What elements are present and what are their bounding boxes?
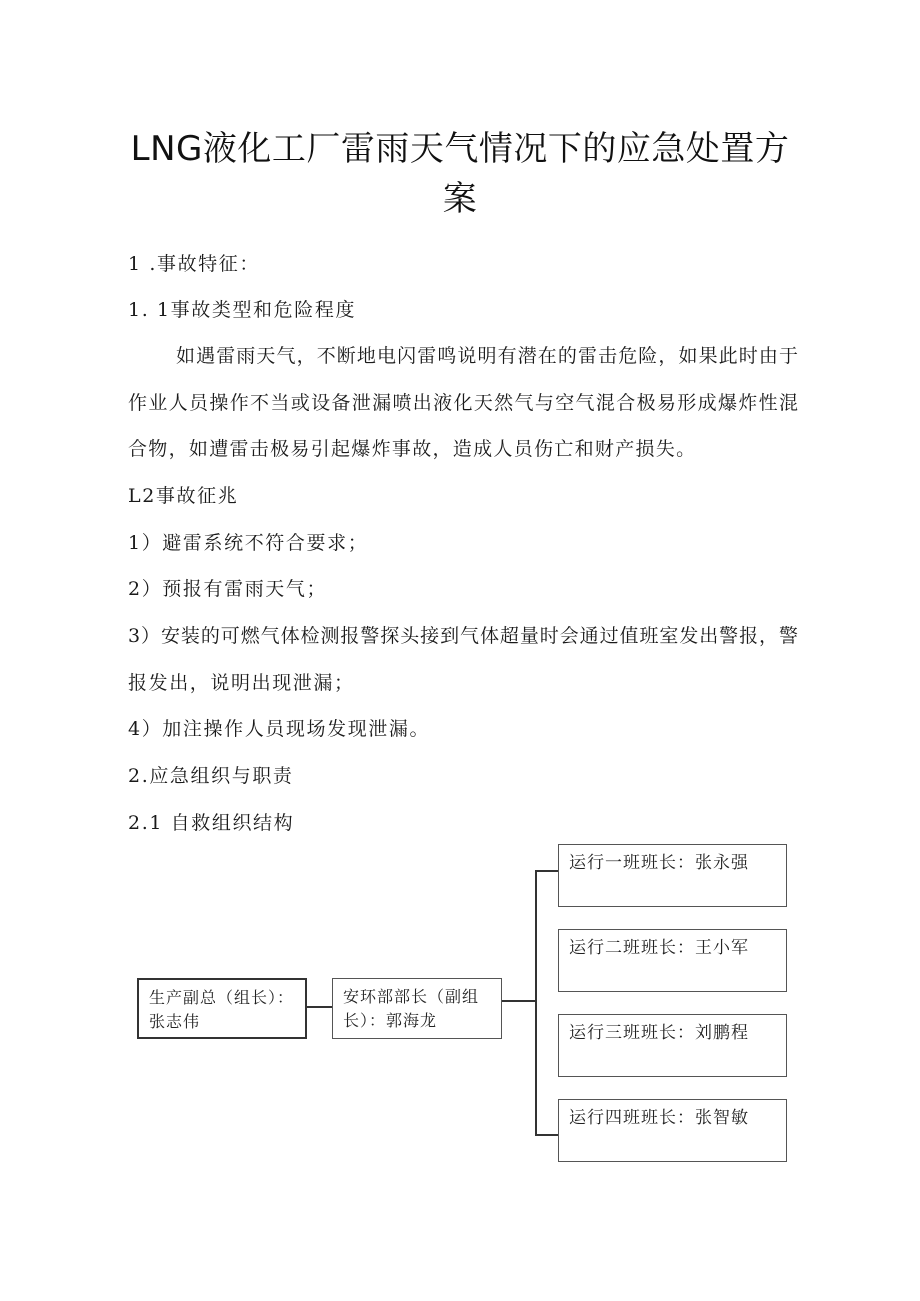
org-box-shift-1: 运行一班班长：张永强 — [558, 844, 787, 907]
list-item: 1）避雷系统不符合要求； — [128, 532, 369, 554]
list-item: 3）安装的可燃气体检测报警探头接到气体超量时会通过值班室发出警报，警 — [128, 625, 798, 647]
org-box-shift-3: 运行三班班长：刘鹏程 — [558, 1014, 787, 1077]
section-heading-1: 1 .事故特征： — [128, 253, 260, 275]
connector-trunk — [535, 870, 537, 1135]
connector-line — [535, 870, 558, 872]
section-heading-2: 2.应急组织与职责 — [128, 765, 294, 787]
org-box-leader: 生产副总（组长）：张志伟 — [137, 978, 307, 1039]
section-heading-1-1: 1. 1事故类型和危险程度 — [128, 299, 357, 321]
org-box-deputy: 安环部部长（副组长）：郭海龙 — [332, 978, 502, 1039]
list-item: 4）加注操作人员现场发现泄漏。 — [128, 718, 431, 740]
paragraph-line: 作业人员操作不当或设备泄漏喷出液化天然气与空气混合极易形成爆炸性混 — [128, 392, 798, 414]
list-item-continuation: 报发出，说明出现泄漏； — [128, 672, 355, 694]
list-item: 2）预报有雷雨天气； — [128, 578, 328, 600]
section-heading-2-1: 2.1 自救组织结构 — [128, 812, 295, 834]
section-heading-1-2: L2事故征兆 — [128, 485, 239, 507]
paragraph-line: 如遇雷雨天气，不断地电闪雷鸣说明有潜在的雷击危险，如果此时由于 — [176, 345, 798, 367]
title-line-1: LNG液化工厂雷雨天气情况下的应急处置方 — [130, 129, 790, 169]
connector-line — [535, 1134, 558, 1136]
connector-line — [307, 1006, 332, 1008]
connector-line — [502, 1000, 536, 1002]
org-box-shift-4: 运行四班班长：张智敏 — [558, 1099, 787, 1162]
title-line-2: 案 — [442, 179, 478, 219]
org-box-shift-2: 运行二班班长：王小军 — [558, 929, 787, 992]
paragraph-line: 合物，如遭雷击极易引起爆炸事故，造成人员伤亡和财产损失。 — [128, 438, 697, 460]
document-title — [130, 124, 790, 224]
